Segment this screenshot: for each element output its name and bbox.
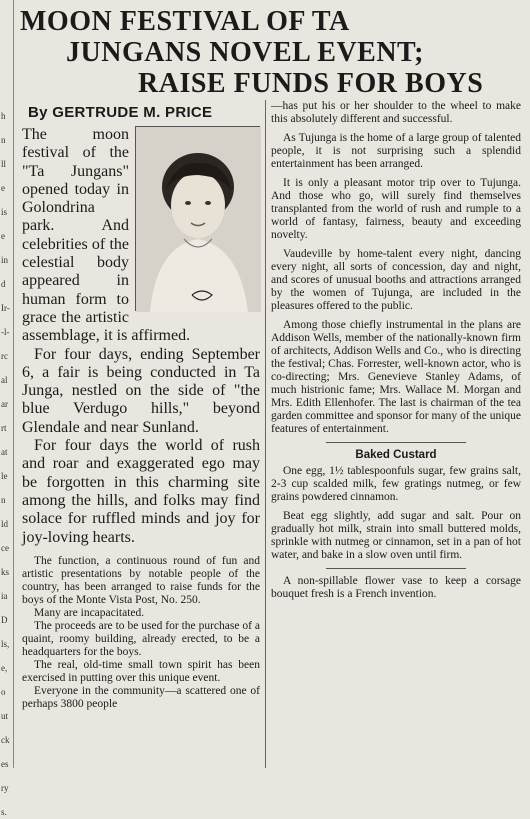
paragraph-function: The function, a continuous round of fun and artistic presentations by notable people of the country, has been arranged to raise funds for the boys of the Monte Vista Post, No. 250.: [22, 554, 260, 606]
margin-fragment: d: [1, 279, 6, 289]
byline: By GERTRUDE M. PRICE: [28, 104, 213, 121]
paragraph-dates: For four days, ending September 6, a fair is being conducted in Ta Junga, nestled on the side of "the blue Verdugo hills," beyond Glendale and near Sunland.: [22, 345, 260, 436]
margin-fragment: ce: [1, 543, 9, 553]
paragraph-community: Everyone in the community—a scattered one of perhaps 3800 people: [22, 684, 260, 710]
paragraph-spirit: The real, old-time small town spirit has been exercised in putting over this unique event.: [22, 658, 260, 684]
paragraph-incapacitated: Many are incapacitated.: [34, 606, 145, 619]
margin-fragment: n: [1, 495, 6, 505]
paragraph-organizers: Among those chiefly instrumental in the plans are Addison Wells, member of the nationally-known firm of architects, Addison Wells and Co., who is directing the festival; Chas. Forrester, well-known actor, who is co-directing; Mrs. Genevieve Stanley Adams, of much histrionic fame; Mrs. Wallace M. Morgan and Mrs. Edith Ellenhofer. The last is chairman of the tea garden committee and sponsor for many of the unique features of entertainment.: [271, 319, 521, 435]
recipe-title: Baked Custard: [355, 449, 437, 461]
margin-fragment: ks: [1, 567, 10, 577]
divider: [326, 442, 466, 443]
margin-fragment: Ir-: [1, 303, 10, 313]
margin-fragment: n: [1, 135, 6, 145]
recipe-ingredients: One egg, 1½ tablespoonfuls sugar, few grains salt, 2-3 cup scalded milk, few gratings nutmeg, or few grains powdered cinnamon.: [271, 465, 521, 503]
paragraph-vaudeville: Vaudeville by home-talent every night, dancing every night, all sorts of concession, day and night, and scores of unusual booths and attractions arranged by the women of Tujunga, are included in the pleasures offered to the public.: [271, 248, 521, 312]
margin-fragment: s.: [1, 807, 7, 817]
margin-fragment: o: [1, 687, 6, 697]
margin-fragment: h: [1, 111, 6, 121]
margin-fragment: at: [1, 447, 8, 457]
margin-fragment: ll: [1, 159, 7, 169]
margin-fragment: ut: [1, 711, 9, 721]
headline: [18, 6, 524, 99]
margin-fragment: ck: [1, 735, 10, 745]
margin-fragment: rc: [1, 351, 8, 361]
left-column: [22, 100, 260, 711]
headline-line-2: JUNGANS NOVEL EVENT;: [66, 37, 424, 68]
margin-fragment: ld: [1, 519, 9, 529]
paragraph-tujunga-home: As Tujunga is the home of a large group of talented people, it is not surprising such a splendid entertainment has been arranged.: [271, 132, 521, 170]
margin-fragment: D: [1, 615, 8, 625]
paragraph-proceeds: The proceeds are to be used for the purchase of a quaint, roomy building, already erected, to be a headquarters for the boys.: [22, 619, 260, 658]
paragraph-flower-vase: A non-spillable flower vase to keep a corsage bouquet fresh is a French invention.: [271, 575, 521, 600]
column-divider: [265, 100, 266, 768]
lead-paragraph: The moon festival of the "Ta Jungans" opened today in Golondrina park. And celebrities of the celestial body appeared in human form to grace the artistic assemblage, it is affirmed.: [22, 126, 191, 345]
paragraph-world: For four days the world of rush and roar and exaggerated ego may be forgotten in this charming site among the hills, and folks may find solace for ruffled minds and joy for joy-loving hearts.: [22, 437, 260, 546]
headline-line-3: RAISE FUNDS FOR BOYS: [138, 68, 484, 99]
paragraph-shoulder: —has put his or her shoulder to the wheel to make this absolutely different and successful.: [271, 100, 521, 125]
margin-fragment: ia: [1, 591, 8, 601]
margin-fragment: al: [1, 375, 8, 385]
margin-fragment: ls,: [1, 639, 10, 649]
headline-line-1: MOON FESTIVAL OF TA: [20, 6, 350, 37]
margin-fragment: e,: [1, 663, 8, 673]
margin-fragment: ar: [1, 399, 8, 409]
margin-fragment: in: [1, 255, 9, 265]
portrait-illustration: [136, 127, 261, 312]
margin-fragment: -l-: [1, 327, 10, 337]
margin-fragment: e: [1, 183, 5, 193]
margin-fragment: ry: [1, 783, 9, 793]
margin-fragment: rt: [1, 423, 7, 433]
recipe-instructions: Beat egg slightly, add sugar and salt. Pour on gradually hot milk, strain into small buttered molds, sprinkle with nutmeg or cinnamon, set in a pan of hot water, and bake in a slow oven until firm.: [271, 510, 521, 561]
margin-fragment: is: [1, 207, 8, 217]
right-column: [271, 100, 521, 607]
portrait-photo: [135, 126, 260, 311]
left-margin-fragments: [0, 0, 14, 817]
paragraph-motor-trip: It is only a pleasant motor trip over to Tujunga. And those who go, will surely find themselves transplanted from the world of rush and rumple to a world of fantasy, fairness, beauty and exceeding novelty.: [271, 177, 521, 241]
margin-fragment: e: [1, 231, 5, 241]
margin-fragment: es: [1, 759, 9, 769]
divider: [326, 568, 466, 569]
margin-fragment: le: [1, 471, 8, 481]
